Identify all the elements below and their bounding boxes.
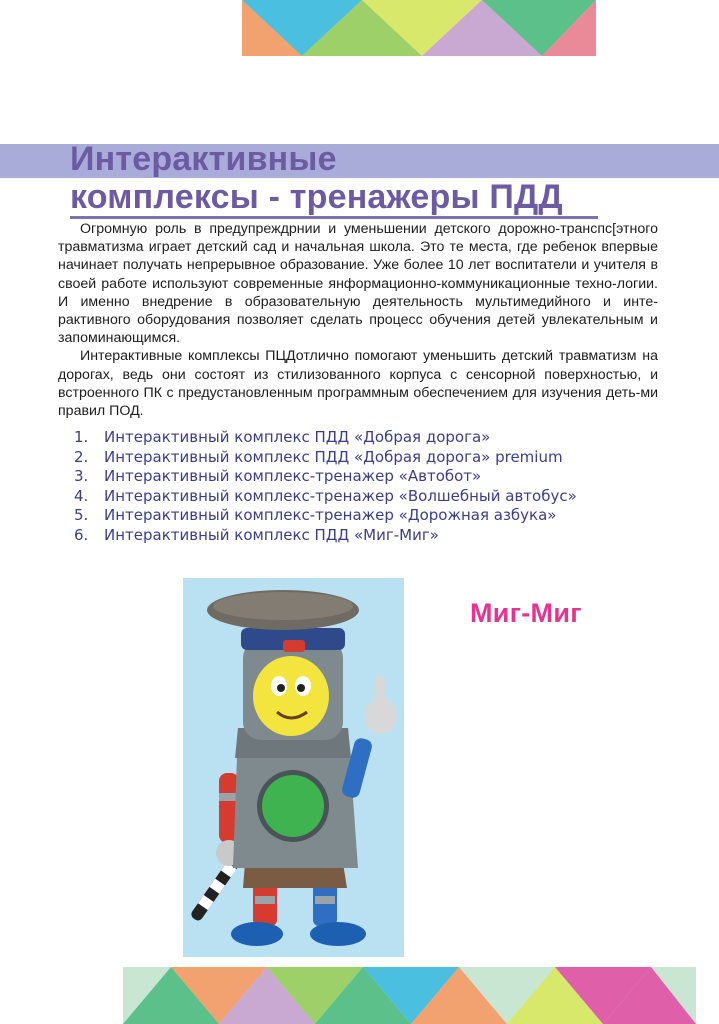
- list-item-number: 4.: [74, 486, 89, 505]
- list-item: [74, 448, 634, 468]
- traffic-light-mascot-icon: [183, 578, 404, 957]
- list-item-text: Интерактивный комплекс-тренажер «Автобот»: [104, 467, 482, 485]
- list-item: [74, 428, 634, 448]
- title-underline: [70, 216, 598, 219]
- body-paragraph-2: Интерактивные комплексы ПЦДотлично помогают уменьшить детский травматизм на дорогах, ведь они состоят из стилизованного корпуса с сенсорной поверхностью, и встроенного ПК с предустановленным программным обеспечением для изучения деть-ми правил ПОД.: [58, 348, 658, 420]
- top-triangle-band: [242, 0, 596, 56]
- list-item-text: Интерактивный комплекс-тренажер «Волшебный автобус»: [104, 486, 577, 505]
- body-paragraph-1: Огромную роль в предупреждрнии и уменьшении детского дорожно-транспс[этного травматизма играет детский сад и начальная школа. Это те места, где ребенок впервые начинает получать непрерывное образование. Уже более 10 лет воспитатели и учителя в своей работе используют современные янформационно-коммуникационные техно-логии. И именно внедрение в образовательную деятельность мультимедийного и инте-рактивного оборудования позволяет сделать процесс обучения детей увлекательным и запоминающимся.: [58, 221, 658, 347]
- list-item-text: Интерактивный комплекс ПДД «Добрая дорога» premium: [104, 447, 563, 466]
- list-item-number: 3.: [74, 467, 89, 485]
- list-item: [74, 487, 634, 507]
- mascot-illustration: [183, 578, 404, 957]
- list-item-text: Интерактивный комплекс-тренажер «Дорожная азбука»: [104, 506, 557, 524]
- body-text: [58, 220, 658, 420]
- list-item-number: 5.: [74, 506, 89, 524]
- list-item-number: 6.: [74, 525, 89, 544]
- list-item: [74, 526, 634, 546]
- title-line-1: Интерактивные: [70, 140, 337, 178]
- list-item-number: 2.: [74, 447, 89, 466]
- mascot-name-label: Миг-Миг: [470, 598, 582, 628]
- page-title: [70, 140, 630, 216]
- list-item: [74, 506, 634, 526]
- list-item-text: Интерактивный комплекс ПДД «Миг-Миг»: [104, 525, 439, 544]
- product-list: [74, 428, 634, 545]
- list-item-text: Интерактивный комплекс ПДД «Добрая дорога»: [104, 428, 491, 446]
- list-item-number: 1.: [74, 428, 89, 446]
- list-item: [74, 467, 634, 487]
- bottom-triangle-band: [123, 967, 696, 1024]
- title-line-2: комплексы - тренажеры ПДД: [70, 178, 563, 216]
